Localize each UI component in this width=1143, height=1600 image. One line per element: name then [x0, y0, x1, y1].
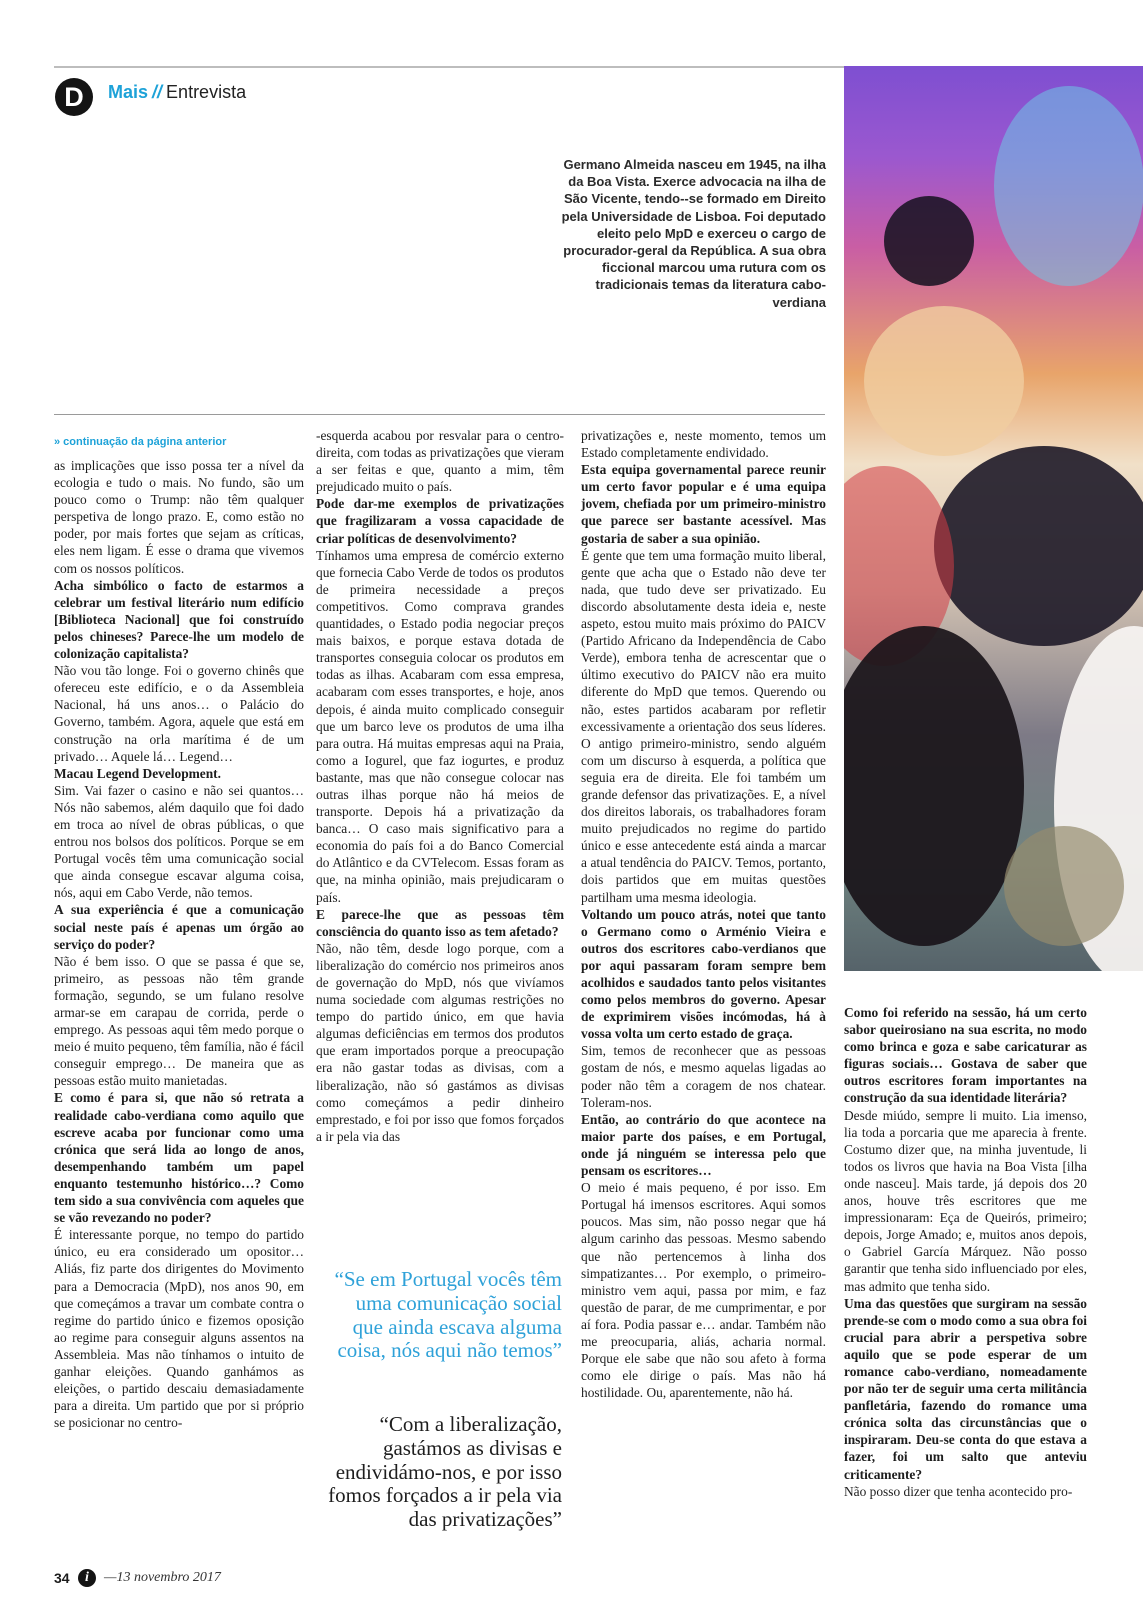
- interview-answer: Não posso dizer que tenha acontecido pro-: [844, 1483, 1073, 1499]
- article-column-2: [316, 427, 564, 1145]
- interview-question: A sua experiência é que a comunicação social neste país é apenas um órgão ao serviço do poder?: [54, 902, 304, 952]
- interview-answer: O meio é mais pequeno, é por isso. Em Portugal há imensos escritores. Aqui somos poucos. Mas sim, não posso negar que há algum carinho das pessoas. Mesmo sabendo que não pertencemos à linha dos simpatizantes… Por exemplo, o primeiro-ministro vem aqui, passa por mim, e faz questão de parar, de me cumprimentar, e por aí fora. Podia passar e… andar. Também não me preocuparia, aliás, acharia normal. Porque ele sabe que não sou afeto à forma como ele dirige o país. Mas não há hostilidade. Ou, aparentemente, não há.: [581, 1180, 826, 1401]
- interview-question: Acha simbólico o facto de estarmos a celebrar um festival literário num edifício [Biblioteca Nacional] que foi construído pelos chineses? Parece-lhe um modelo de colonização capitalista?: [54, 577, 304, 662]
- publication-logo-i: i: [78, 1569, 96, 1587]
- interview-answer: Não é bem isso. O que se passa é que se, primeiro, as pessoas não têm grande formação, segundo, se um fulano resolve armar-se em carapau de corrida, perde o emprego. As pessoas aqui têm medo porque o meio é muito pequeno, têm família, não é fácil conseguir emprego… De maneira que as pessoas estão muito manietadas.: [54, 953, 304, 1089]
- portrait-photo: [844, 66, 1143, 971]
- interview-question: Voltando um pouco atrás, notei que tanto o Germano como o Arménio Vieira e outros dos escritores cabo-verdianos que por aqui passaram foram sempre bem acolhidos e saudados tanto pelos visitantes como pelos membros do governo. Apesar de exprimirem visões incómodas, há à vossa volta um certo estado de graça.: [581, 906, 826, 1042]
- interview-question: Pode dar-me exemplos de privatizações que fragilizaram a vossa capacidade de criar políticas de desenvolvimento?: [316, 496, 564, 546]
- page-number: 34: [54, 1570, 70, 1586]
- photo-highlight: [844, 626, 1024, 946]
- article-column-1: [54, 457, 304, 1431]
- subsection-name[interactable]: Entrevista: [166, 82, 247, 102]
- interview-answer: -esquerda acabou por resvalar para o centro-direita, com todas as privatizações que vieram a ser feitas e que, quanto a mim, têm prejudicado muito o país.: [316, 428, 564, 495]
- interview-answer: Sim. Vai fazer o casino e não sei quantos… Nós não sabemos, além daquilo que foi dado em troca ao nível de obras públicas, o que entrou nos bolsos dos políticos. Porque se em Portugal vocês têm uma comunicação social que ainda consegue escavar alguma coisa, nós, aqui em Cabo Verde, não temos.: [54, 782, 304, 901]
- section-separator: //: [152, 82, 163, 102]
- interview-question: Como foi referido na sessão, há um certo sabor queirosiano na sua escrita, no modo como brinca e goza e sabe caricaturar as figuras sociais… Gostava de saber que outros escritores foram importantes na construção da sua identidade literária?: [844, 1005, 1087, 1106]
- photo-highlight: [934, 446, 1143, 646]
- interview-question: Esta equipa governamental parece reunir um certo favor popular e é uma equipa jovem, chefiada por um primeiro-ministro que parece ser bastante acessível. Mas gostaria de saber a sua opinião.: [581, 462, 826, 546]
- article-column-3: [581, 427, 826, 1401]
- interview-answer: Não vou tão longe. Foi o governo chinês que ofereceu este edifício, e o da Assembleia Nacional, há uns anos… o Palácio do Governo, também. Agora, aquele que está em construção na orla marítima é de um privado… Aquele lá… Legend…: [54, 663, 304, 764]
- interview-answer: as implicações que isso possa ter a nível da ecologia e tudo o mais. No fundo, são um pouco como o Trump: não têm qualquer perspetiva de longo prazo. E, como estão no poder, por mais fortes que sejam as críticas, eles nem ligam. É esse o drama que vivemos com os nossos políticos.: [54, 458, 304, 576]
- pull-quote-1: “Se em Portugal vocês têm uma comunicação social que ainda escava alguma coisa, nós aqui não temos”: [334, 1267, 562, 1363]
- photo-highlight: [1004, 826, 1124, 946]
- article-column-4: [844, 1004, 1087, 1500]
- interview-answer: É gente que tem uma formação muito liberal, gente que acha que o Estado não deve ter nada, que tudo deve ser privatizado. Eu discordo absolutamente desta ideia e, neste aspeto, estou muito mais próximo do PAICV (Partido Africano da Independência de Cabo Verde), embora tenha de acrescentar que o último executivo do PAICV não era muito diferente do MpD que temos. Querendo ou não, estes partidos acabaram por refletir excessivamente a orientação dos seus líderes. O antigo primeiro-ministro, sendo alguém com um discurso à esquerda, a política que seguia era de direita. Ele foi também um grande defensor das privatizações. E, a nível dos direitos laborais, os trabalhadores foram muito prejudicados no regime do partido único e esse antecedente está ainda a marcar a atual tendência do PAICV. Temos, portanto, dois partidos que em muitas questões partilham uma mesma ideologia.: [581, 547, 826, 905]
- interview-answer: Não, não têm, desde logo porque, com a liberalização do comércio nos primeiros anos de governação do MpD, nós que vivíamos numa sociedade com algumas restrições no tempo do partido único, em que havia algumas deficiências em termos dos produtos que eram importados porque a preocupação era não gastar todas as divisas, com a liberalização, não só gastámos as divisas como começámos a pedir dinheiro emprestado, e foi por isso que fomos forçados a ir pela via das: [316, 940, 564, 1144]
- photo-highlight: [864, 306, 1024, 456]
- photo-highlight: [884, 196, 974, 286]
- interview-answer: Desde miúdo, sempre li muito. Lia imenso, lia toda a porcaria que me aparecia à frente. Costumo dizer que, na minha juventude, li todos os livros que havia na Boa Vista [ilha onde nasceu]. Mais tarde, já depois dos 20 anos, houve três escritores que me impressionaram: Eça de Queirós, primeiro; depois, Jorge Amado; e, muitos anos depois, o Gabriel García Márquez. Não posso garantir que tenha sido influenciado por eles, mas admito que tenha sido.: [844, 1107, 1087, 1294]
- interview-question: Uma das questões que surgiram na sessão prende-se com o modo como a sua obra foi crucial para abrir a perspetiva sobre aquilo que se pode esperar de um romance cabo-verdiano, nomeadamente por não ter de seguir uma certa militância panfletária, fazendo do romance uma crónica solta das circunstâncias que o inspiraram. Deu-se conta do que estava a fazer, foi um salto que anteviu criticamente?: [844, 1295, 1087, 1482]
- section-header: [108, 80, 246, 104]
- photo-highlight: [994, 86, 1143, 286]
- continuation-note: » continuação da página anterior: [54, 436, 227, 448]
- interview-answer: Sim, temos de reconhecer que as pessoas gostam de nós, e mesmo aquelas ligadas ao poder não têm a coragem de nos chatear. Toleram-nos.: [581, 1043, 826, 1110]
- interview-answer: Tínhamos uma empresa de comércio externo que fornecia Cabo Verde de todos os produtos de primeira necessidade a preços competitivos. Como comprava grandes quantidades, o Estado podia negociar preços mais baixos, e porque estava dotada de transportes conseguia colocar os produtos em todas as ilhas. Acabaram com essa empresa, acabaram com esses transportes, e hoje, anos depois, é ainda muito complicado conseguir que um barco leve os produtos de uma ilha para outra. Há muitas empresas aqui na Praia, como a Iogurel, que faz iogurtes, e produz bastante, mas que não consegue colocar nas outras ilhas porque não há meios de transporte. Depois há a privatização da banca… O caso mais significativo para a economia do país foi a do Banco Comercial do Atlântico e da CVTelecom. Essas foram as que, na minha opinião, mais prejudicaram o país.: [316, 547, 564, 905]
- interview-question: Macau Legend Development.: [54, 765, 221, 781]
- publication-logo-d: D: [55, 78, 93, 116]
- author-bio: Germano Almeida nasceu em 1945, na ilha da Boa Vista. Exerce advocacia na ilha de São Vicente, tendo--se formado em Direito pela Universidade de Lisboa. Foi deputado eleito pelo MpD e exerceu o cargo de procurador-geral da República. A sua obra ficcional marcou uma rutura com os tradicionais temas da literatura cabo-verdiana: [561, 157, 826, 310]
- interview-question: Então, ao contrário do que acontece na maior parte dos países, e em Portugal, onde já ninguém se interessa pelo que pensam os escritores…: [581, 1111, 826, 1179]
- issue-date: —13 novembro 2017: [104, 1570, 221, 1585]
- interview-answer: privatizações e, neste momento, temos um Estado completamente endividado.: [581, 428, 826, 461]
- pull-quote-2: “Com a liberalização, gastámos as divisas e endividámo-nos, e por isso fomos forçados a ir pela via das privatizações”: [328, 1412, 562, 1532]
- interview-answer: É interessante porque, no tempo do partido único, eu era considerado um opositor… Aliás, fiz parte dos dirigentes do Movimento para a Democracia (MpD), nos anos 90, em que começámos a travar um combate contra o regime do partido único e fizemos oposição ao regime para conseguir alguns assentos na Assembleia. Mas não tínhamos o intuito de ganhar eleições. Quando ganhámos as eleições, o partido descaiu demasiadamente para a direita. Um partido que por si próprio se posicionar no centro-: [54, 1227, 304, 1431]
- interview-question: E parece-lhe que as pessoas têm consciência do quanto isso as tem afetado?: [316, 906, 564, 939]
- section-name[interactable]: Mais: [108, 82, 149, 102]
- interview-question: E como é para si, que não só retrata a realidade cabo-verdiana como aquilo que escreve acaba por funcionar como uma crónica que será lida ao longo de anos, desempenhando também um papel enquanto testemunho histórico…? Como tem sido a sua convivência com aqueles que se vão revezando no poder?: [54, 1090, 304, 1226]
- section-divider: [54, 414, 825, 415]
